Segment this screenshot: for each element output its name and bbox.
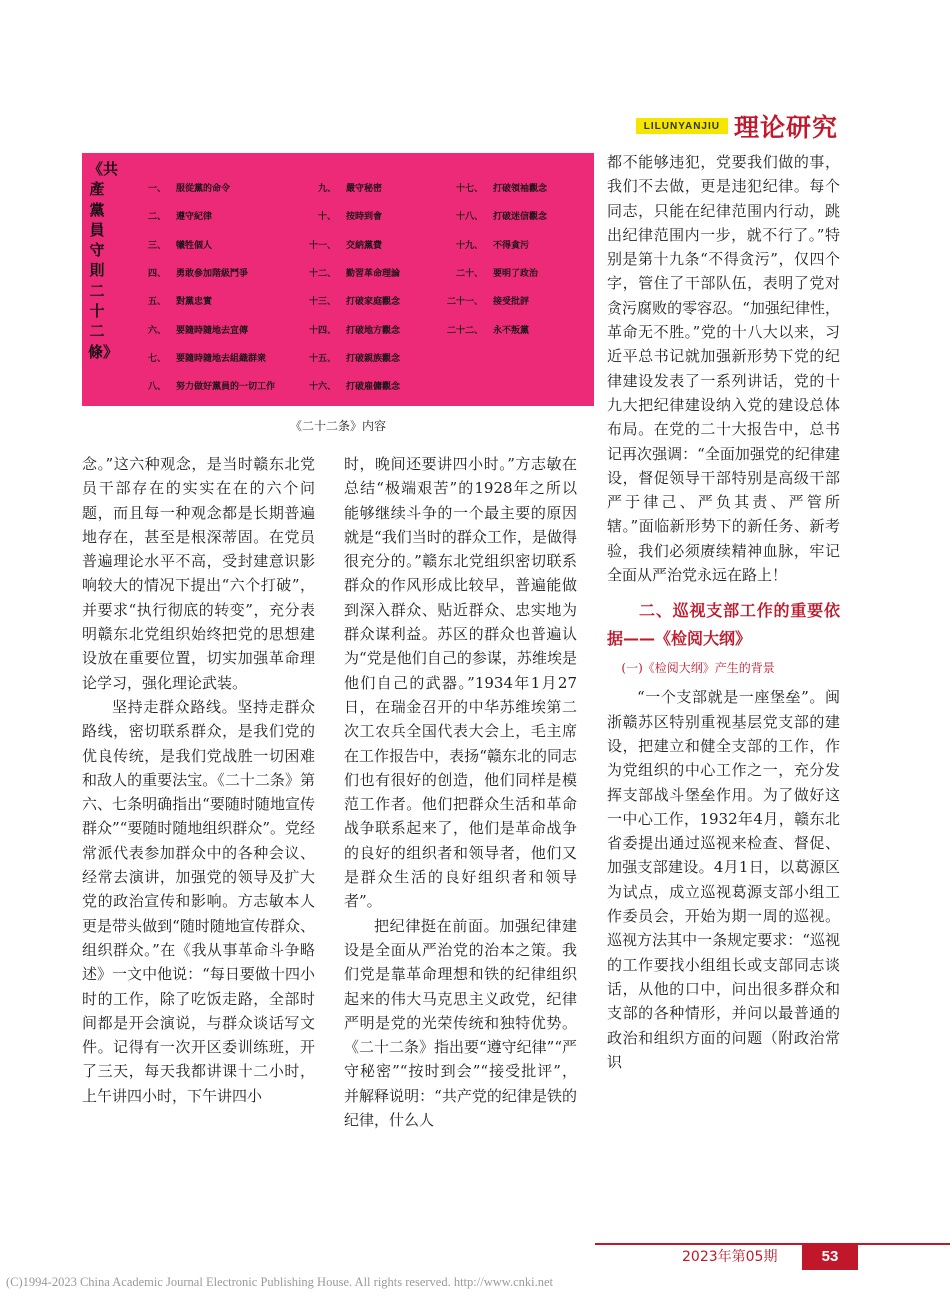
poster-rule-text: 打破雇傭觀念 bbox=[346, 382, 401, 393]
paragraph: 念。”这六种观念，是当时赣东北党员干部存在的实实在在的六个问题，而且每一种观念都是长期普遍地存在，甚至是根深蒂固。在党员普遍理论水平不高，受封建意识影响较大的情况下提出“六个打破”，并要求“执行彻底的转变”，充分表明赣东北党组织始终把党的思想建设放在重要位置，切实加强革命理论学习，强化理论武装。 bbox=[82, 455, 315, 692]
poster-rule bbox=[296, 351, 400, 364]
issue-label: 2023年第05期 bbox=[682, 1249, 778, 1265]
text-column-3 bbox=[607, 150, 840, 1074]
poster-rule bbox=[296, 209, 382, 222]
poster-rule-text: 交納黨費 bbox=[346, 240, 383, 251]
poster-rule-text: 打破家庭觀念 bbox=[346, 297, 401, 308]
poster-rule-text: 對黨忠實 bbox=[176, 297, 213, 308]
poster-rule-number: 八、 bbox=[147, 382, 166, 393]
poster-rule-text: 勇敢參加階級鬥爭 bbox=[176, 268, 249, 279]
poster-rule-number: 十九、 bbox=[455, 240, 483, 251]
poster-rule-number: 十四、 bbox=[308, 325, 336, 336]
poster-rule-number: 九、 bbox=[317, 184, 336, 194]
poster-rule-number: 五、 bbox=[147, 297, 166, 308]
paragraph: 都不能够违犯，党要我们做的事，我们不去做，更是违犯纪律。每个同志，只能在纪律范围内行动，跳出纪律范围内一步，就不行了。”特别是第十九条“不得贪污”，仅四个字，管住了干部队伍，表明了党对贪污腐败的零容忍。“加强纪律性，革命无不胜。”党的十八大以来，习近平总书记就加强新形势下党的纪律建设发表了一系列讲话，党的十九大把纪律建设纳入党的建设总体布局。在党的二十大报告中，总书记再次强调：“全面加强党的纪律建设，督促领导干部特别是高级干部严于律己、严负其责、严管所辖。”面临新形势下的新任务、新考验，我们必须赓续精神血脉，牢记全面从严治党永远在路上！ bbox=[607, 153, 840, 585]
section-title: 理论研究 bbox=[733, 113, 838, 142]
poster-rule bbox=[140, 379, 275, 392]
poster-rule-number: 十七、 bbox=[455, 184, 483, 194]
poster-rule-text: 永不叛黨 bbox=[493, 325, 530, 336]
image-caption: 《二十二条》内容 bbox=[289, 419, 386, 433]
poster-rule-text: 打破地方觀念 bbox=[346, 325, 401, 336]
poster-rule bbox=[437, 209, 547, 222]
poster-rule bbox=[140, 351, 266, 364]
poster-rule-number: 三、 bbox=[147, 240, 166, 251]
poster-rule bbox=[296, 238, 382, 251]
journal-header bbox=[636, 108, 838, 144]
poster-rule-number: 十八、 bbox=[455, 212, 483, 223]
poster-rule bbox=[296, 294, 400, 307]
poster-rule bbox=[140, 266, 248, 279]
poster-rule-text: 接受批評 bbox=[493, 297, 530, 308]
poster-rule-number: 四、 bbox=[147, 268, 166, 279]
poster-rule-text: 打破領袖觀念 bbox=[493, 184, 548, 194]
poster-rule-text: 打破親族觀念 bbox=[346, 353, 401, 364]
poster-rule bbox=[437, 323, 529, 336]
paragraph: 时，晚间还要讲四小时。”方志敏在总结“极端艰苦”的1928年之所以能够继续斗争的一个最主要的原因就是“我们当时的群众工作，是做得很充分的。”赣东北党组织密切联系群众的作风形成比较早，普遍能做到深入群众、贴近群众、忠实地为群众谋利益。苏区的群众也普遍认为“党是他们自己的参谋，苏维埃是他们自己的武器。”1934年1月27日，在瑞金召开的中华苏维埃第二次工农兵全国代表大会上，毛主席在工作报告中，表扬“赣东北的同志们也有很好的创造，他们同样是模范工作者。他们把群众生活和革命战争联系起来了，他们是革命战争的良好的组织者和领导者，他们又是群众生活的良好组织者和领导者”。 bbox=[344, 455, 577, 911]
poster-rule-number: 七、 bbox=[147, 353, 166, 364]
poster-rule bbox=[140, 323, 248, 336]
poster-rule-number: 十六、 bbox=[308, 382, 336, 393]
poster-rule-number: 二十二、 bbox=[446, 325, 483, 336]
poster-rule-number: 十三、 bbox=[308, 297, 336, 308]
poster-rule bbox=[140, 294, 212, 307]
poster-rule-text: 服從黨的命令 bbox=[176, 184, 231, 194]
poster-rule bbox=[296, 379, 400, 392]
poster-rule bbox=[140, 238, 212, 251]
poster-rule-number: 十五、 bbox=[308, 353, 336, 364]
section-heading: 二、巡视支部工作的重要依据——《检阅大纲》 bbox=[607, 601, 840, 649]
poster-rule-text: 要明了政治 bbox=[493, 268, 539, 279]
header-tag: LILUNYANJIU bbox=[636, 118, 728, 134]
poster-rule-number: 十、 bbox=[317, 212, 336, 223]
poster-rule-number: 十二、 bbox=[308, 268, 336, 279]
poster-rule-number: 十一、 bbox=[308, 240, 336, 251]
poster-vertical-title: 《共產黨員守則二十二條》 bbox=[88, 160, 119, 361]
poster-rule bbox=[296, 181, 382, 194]
paragraph: “一个支部就是一座堡垒”。闽浙赣苏区特别重视基层党支部的建设，把建立和健全支部的工作，作为党组织的中心工作之一，充分发挥支部战斗堡垒作用。为了做好这一中心工作，1932年4月，赣东北省委提出通过巡视来检查、督促、加强支部建设。4月1日，以葛源区为试点，成立巡视葛源支部小组工作委员会，开始为期一周的巡视。巡视方法其中一条规定要求：“巡视的工作要找小组组长或支部同志谈话，从他的口中，问出很多群众和支部的各种情形，并问以最普通的政治和组织方面的问题（附政治常识 bbox=[607, 688, 840, 1071]
poster-rule-text: 不得貪污 bbox=[493, 240, 530, 251]
poster-rule-text: 努力做好黨員的一切工作 bbox=[176, 382, 276, 393]
poster-rule-text: 要隨時隨地去組織群衆 bbox=[176, 353, 267, 364]
poster-rule-text: 嚴守秘密 bbox=[346, 184, 383, 194]
copyright-notice: (C)1994-2023 China Academic Journal Electronic Publishing House. All rights reserved. http://www.cnki.net bbox=[6, 1275, 554, 1289]
poster-rule bbox=[437, 181, 547, 194]
page-number: 53 bbox=[802, 1244, 858, 1270]
paragraph: 坚持走群众路线。坚持走群众路线，密切联系群众，是我们党的优良传统，是我们党战胜一切困难和敌人的重要法宝。《二十二条》第六、七条明确指出“要随时随地宣传群众”“要随时随地组织群众”。党经常派代表参加群众中的各种会议、经常去演讲，加强党的领导及扩大党的政治宣传和影响。方志敏本人更是带头做到“随时随地宣传群众、组织群众。”在《我从事革命斗争略述》一文中他说：“每日要做十四小时的工作，除了吃饭走路，全部时间都是开会演说，与群众谈话写文件。记得有一次开区委训练班，开了三天，每天我都讲课十二小时，上午讲四小时，下午讲四小 bbox=[82, 697, 316, 1105]
poster-rule-text: 打破迷信觀念 bbox=[493, 212, 548, 223]
poster-rule bbox=[437, 294, 529, 307]
poster-rule bbox=[296, 323, 400, 336]
text-column-1 bbox=[82, 452, 315, 1108]
rules-poster-image bbox=[82, 153, 594, 406]
poster-rule bbox=[140, 181, 230, 194]
poster-rule-number: 六、 bbox=[147, 325, 166, 336]
poster-rule-text: 要隨時隨地去宣傳 bbox=[176, 325, 249, 336]
subsection-heading: (一)《检阅大纲》产生的背景 bbox=[621, 661, 775, 676]
paragraph: 把纪律挺在前面。加强纪律建设是全面从严治党的治本之策。我们党是靠革命理想和铁的纪律组织起来的伟大马克思主义政党，纪律严明是党的光荣传统和独特优势。《二十二条》指出要“遵守纪律”“严守秘密”“按时到会”“接受批评”，并解释说明：“共产党的纪律是铁的纪律，什么人 bbox=[344, 916, 578, 1130]
poster-rule-number: 二十、 bbox=[455, 268, 483, 279]
poster-rule bbox=[296, 266, 400, 279]
poster-rule-number: 二、 bbox=[147, 212, 166, 223]
text-column-2 bbox=[344, 452, 577, 1132]
poster-rule-text: 遵守紀律 bbox=[176, 212, 213, 223]
poster-rule-text: 勤習革命理論 bbox=[346, 268, 401, 279]
poster-rule-number: 二十一、 bbox=[446, 297, 483, 308]
poster-rule bbox=[437, 238, 529, 251]
poster-rule bbox=[140, 209, 212, 222]
poster-rule bbox=[437, 266, 538, 279]
poster-rule-text: 按時到會 bbox=[346, 212, 383, 223]
poster-rule-number: 一、 bbox=[147, 184, 166, 194]
poster-rule-text: 犧牲個人 bbox=[176, 240, 213, 251]
